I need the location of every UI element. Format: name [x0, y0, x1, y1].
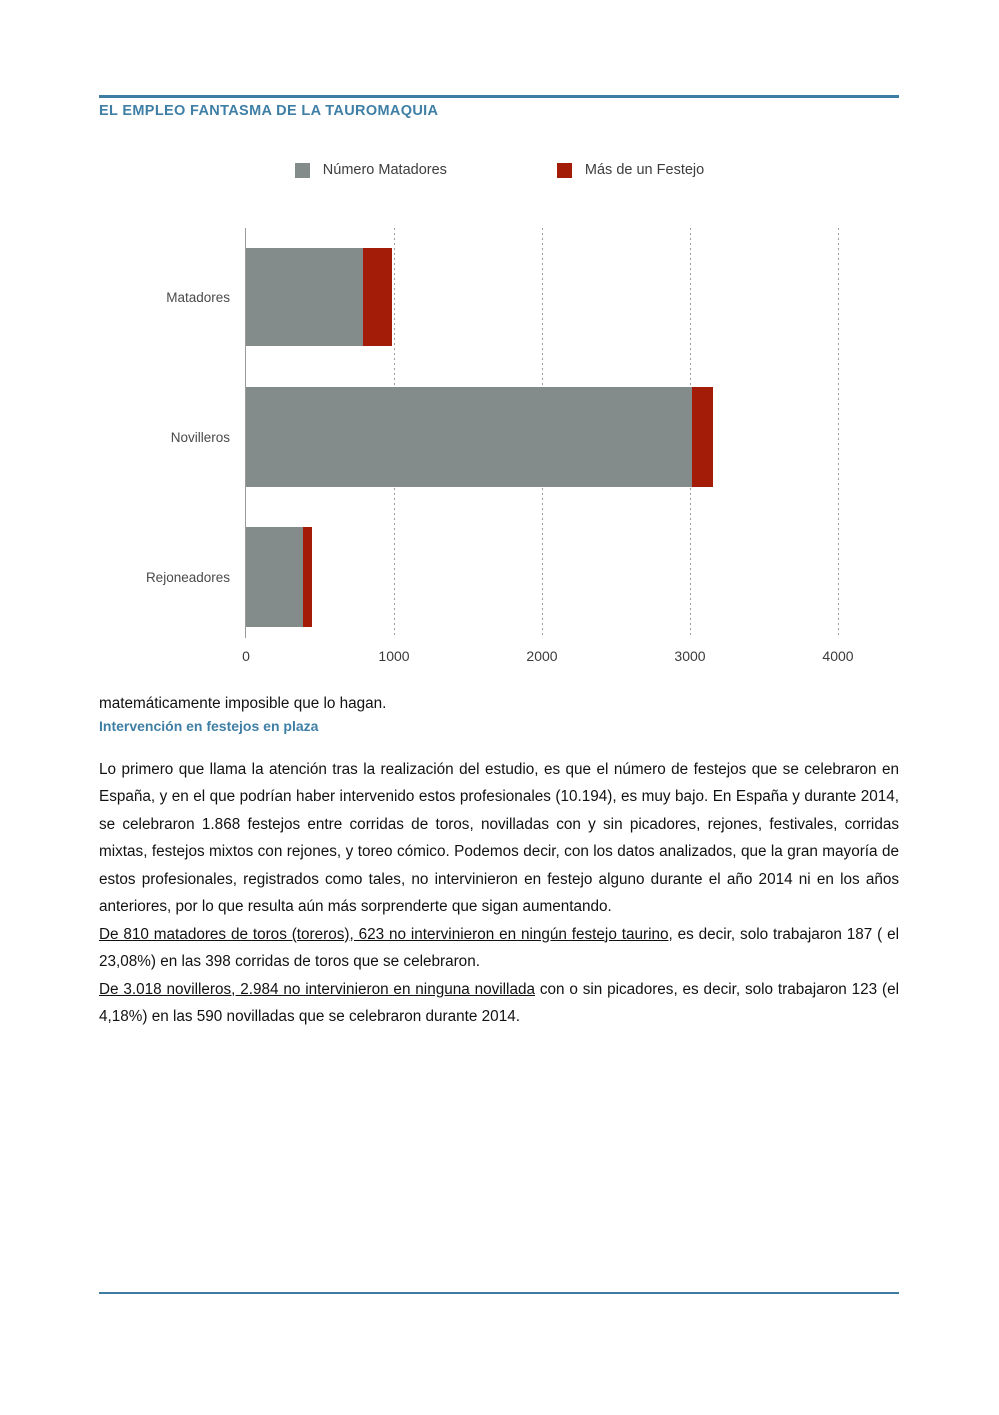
paragraph-novilleros — [99, 976, 899, 1031]
footer-rule — [99, 1292, 899, 1294]
lead-sentence: matemáticamente imposible que lo hagan. — [99, 695, 387, 712]
bar-rejoneadores-mas-de-un-festejo — [303, 527, 312, 627]
bar-rejoneadores-numero-matadores — [246, 527, 303, 627]
xtick-label-3000: 3000 — [674, 648, 706, 664]
xtick-label-0: 0 — [242, 648, 250, 664]
bar-matadores-mas-de-un-festejo — [363, 248, 392, 346]
bar-matadores-numero-matadores — [246, 248, 363, 346]
matadores-rest: , es decir, solo trabajaron 187 ( el 23,08%) en las 398 corridas de toros que se celebraron. — [99, 925, 899, 970]
xtick-label-2000: 2000 — [526, 648, 558, 664]
matadores-highlight: De 810 matadores de toros (toreros), 623 no intervinieron en ningún festejo taurino — [99, 925, 669, 943]
novilleros-highlight: De 3.018 novilleros, 2.984 no intervinieron en ninguna novillada — [99, 980, 535, 998]
stacked-bar-chart — [0, 140, 999, 690]
bar-novilleros-numero-matadores — [246, 387, 692, 487]
chart-plot-area — [0, 140, 999, 690]
category-label: Matadores — [166, 290, 230, 305]
section-subheading: Intervención en festejos en plaza — [99, 717, 319, 734]
header-rule — [99, 95, 899, 98]
document-body — [99, 690, 899, 1031]
novilleros-rest: con o sin picadores, es decir, solo trabajaron 123 (el 4,18%) en las 590 novilladas que se celebraron durante 2014. — [99, 980, 899, 1025]
paragraph-matadores — [99, 921, 899, 976]
category-label: Novilleros — [170, 430, 230, 445]
bar-novilleros-mas-de-un-festejo — [692, 387, 713, 487]
legend-label: Más de un Festejo — [584, 162, 705, 178]
legend-label: Número Matadores — [322, 162, 447, 178]
page-title: EL EMPLEO FANTASMA DE LA TAUROMAQUIA — [99, 103, 439, 119]
xtick-label-4000: 4000 — [822, 648, 854, 664]
xtick-label-1000: 1000 — [378, 648, 410, 664]
gridline-4000 — [838, 228, 839, 638]
category-label: Rejoneadores — [145, 570, 230, 585]
paragraph-intervencion: Lo primero que llama la atención tras la realización del estudio, es que el número de festejos que se celebraron en España, y en el que podrían haber intervenido estos profesionales (10.194), es muy bajo. En España y durante 2014, se celebraron 1.868 festejos entre corridas de toros, novilladas con y sin picadores, rejones, festivales, corridas mixtas, festejos mixtos con rejones, y toreo cómico. Podemos decir, con los datos analizados, que la gran mayoría de estos profesionales, registrados como tales, no intervinieron en festejo alguno durante el año 2014 ni en los años anteriores, por lo que resulta aún más sorprenderte que sigan aumentando. — [99, 760, 899, 915]
